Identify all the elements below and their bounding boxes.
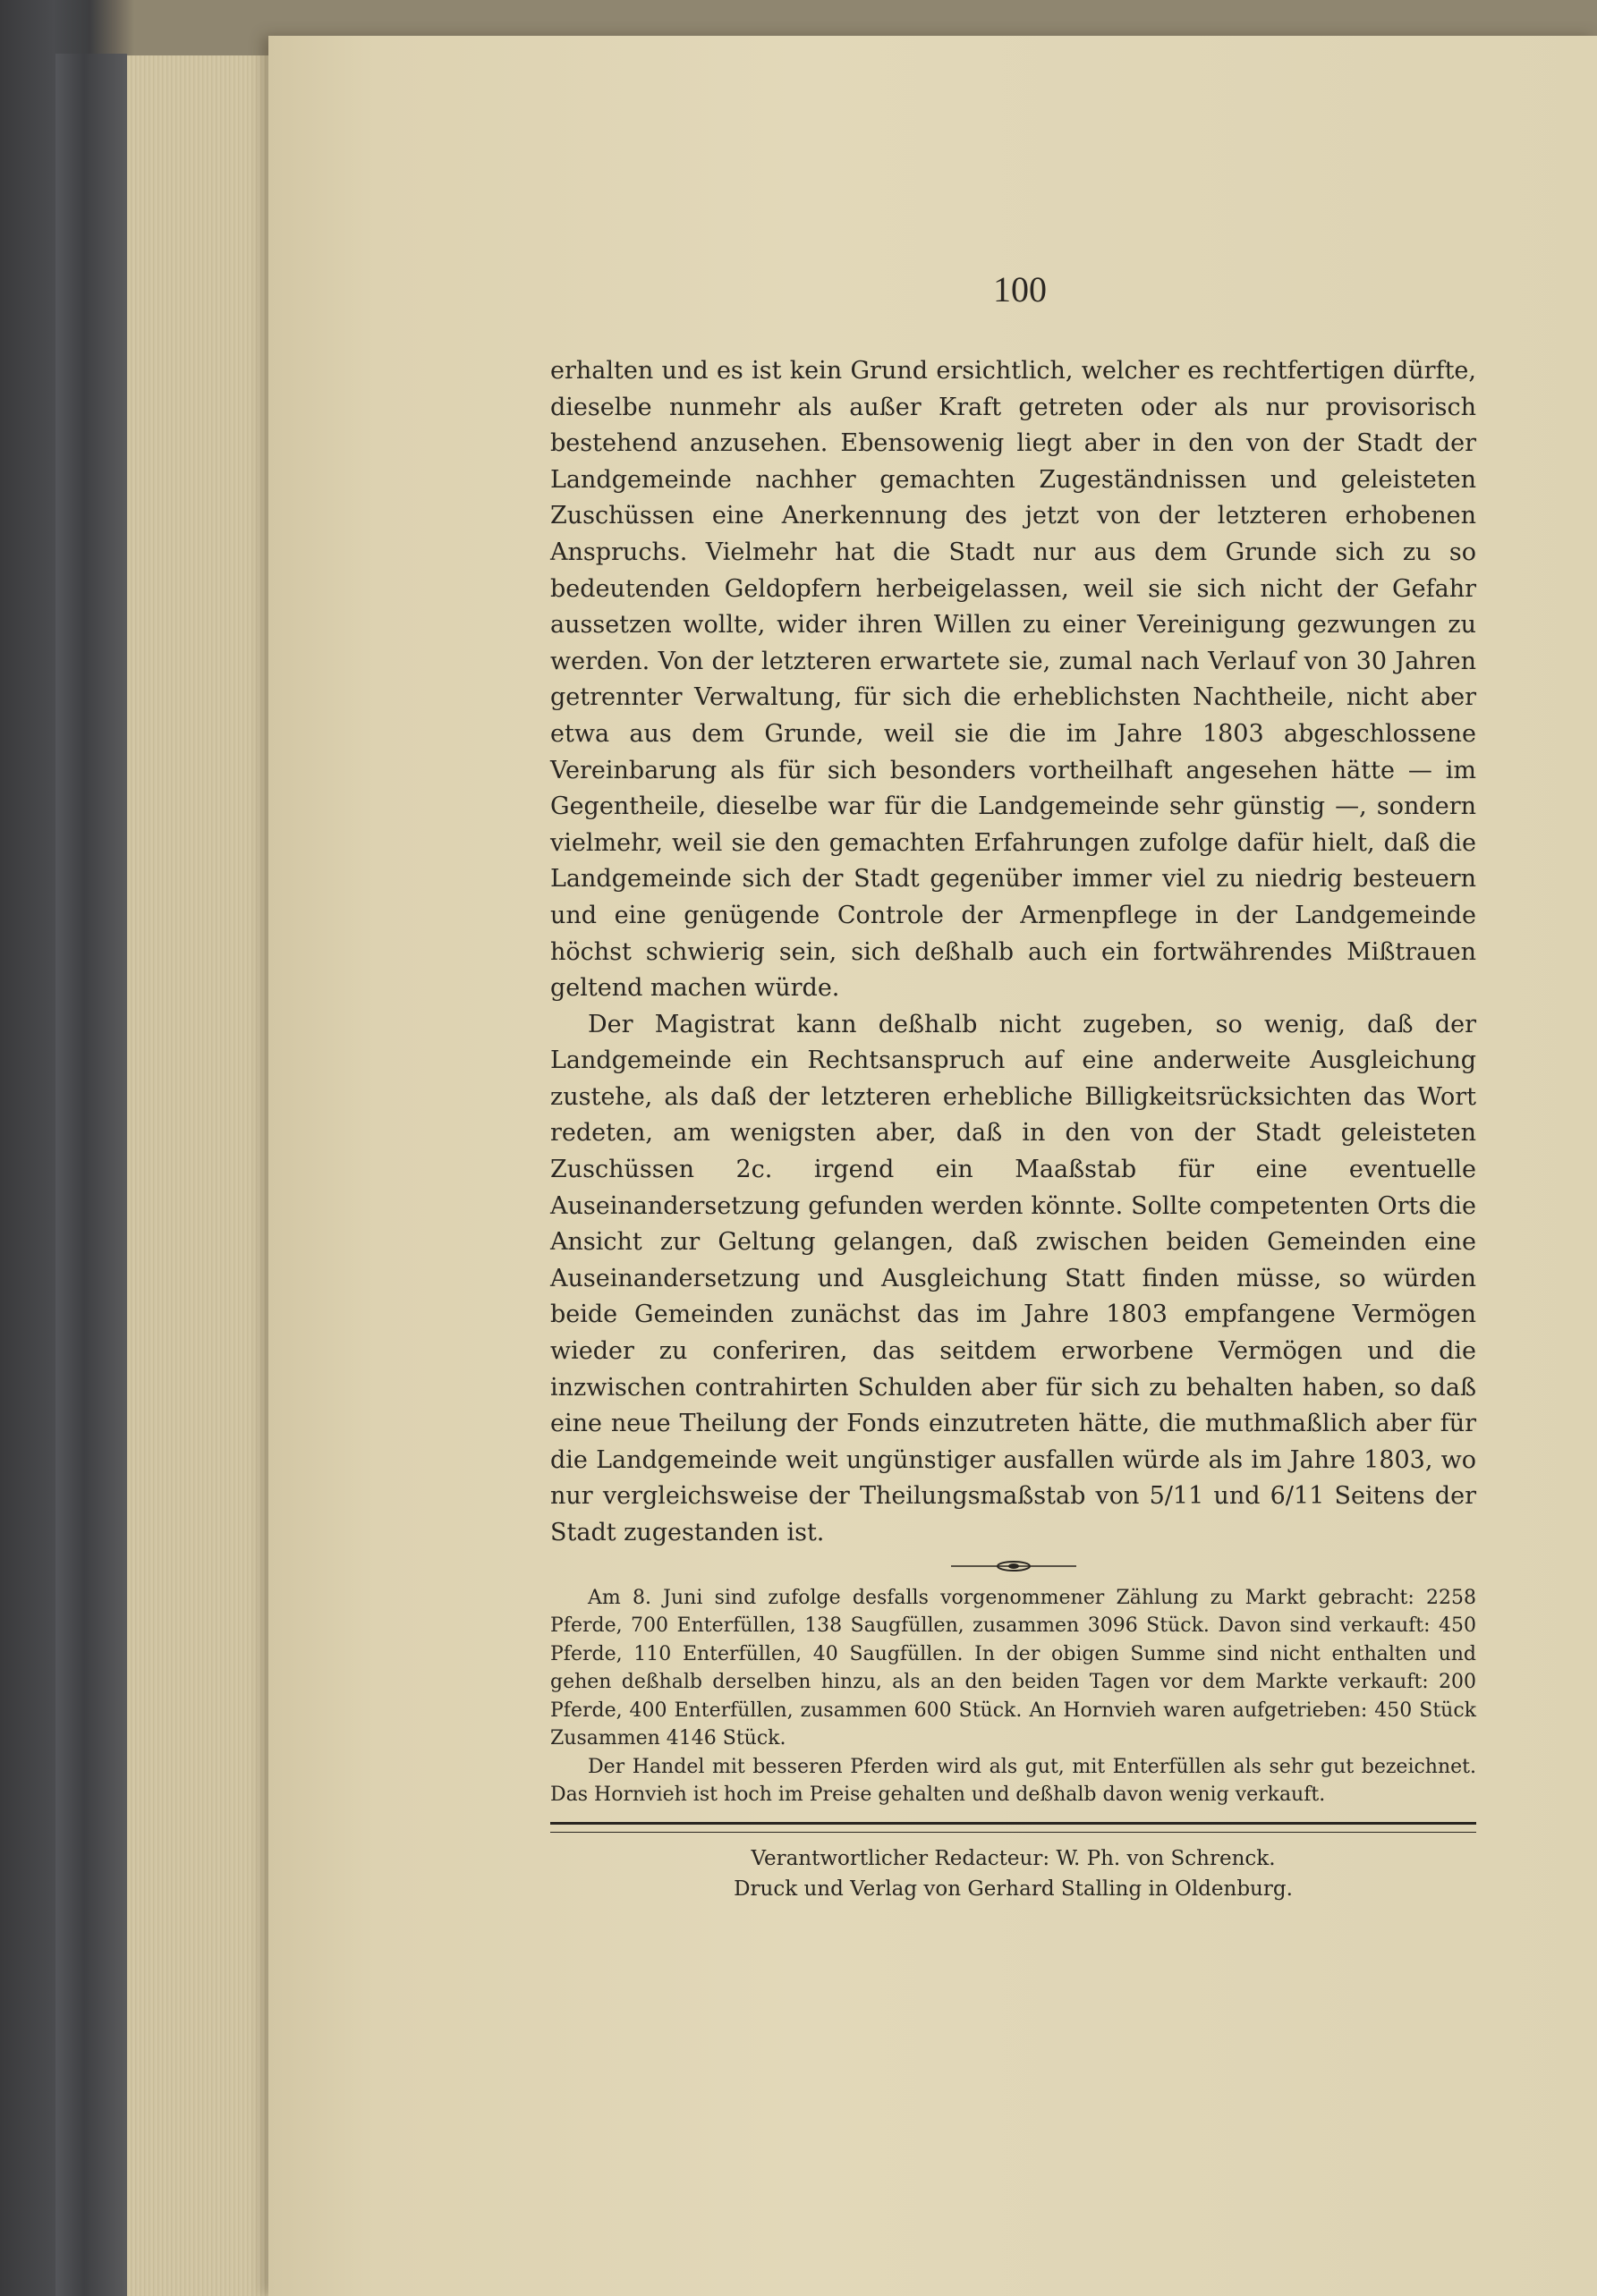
market-note-paragraph-2: Der Handel mit besseren Pferden wird als gut, mit Enterfüllen als sehr gut bezeichnet. Das Hornvieh ist hoch im Preise gehalten und deßhalb davon wenig verkauft.: [550, 1755, 1476, 1807]
market-note-paragraph-1: Am 8. Juni sind zufolge desfalls vorgenommener Zählung zu Markt gebracht: 2258 Pferde, 700 Enterfüllen, 138 Saugfüllen, zusammen 3096 Stück. Davon sind verkauft: 450 Pferde, 110 Enterfüllen, 40 Saugfüllen. In der obigen Summe sind nicht enthalten und gehen deßhalb derselben hinzu, als an den beiden Tagen vor dem Markte verkauft: 200 Pferde, 400 Enterfüllen, zusammen 600 Stück. An Hornvieh waren aufgetrieben: 450 Stück Zusammen 4146 Stück.: [550, 1586, 1476, 1750]
page-number: 100: [993, 269, 1047, 309]
double-rule: [550, 1822, 1476, 1825]
body-paragraph-1: erhalten und es ist kein Grund ersichtlich, welcher es rechtfertigen dürfte, dieselbe nunmehr als außer Kraft getreten oder als nur provisorisch bestehend anzusehen. Ebensowenig liegt aber in den von der Stadt der Landgemeinde nachher gemachten Zugeständnissen und geleisteten Zuschüssen eine Anerkennung des jetzt von der letzteren erhobenen Anspruchs. Vielmehr hat die Stadt nur aus dem Grunde sich zu so bedeutenden Geldopfern herbeigelassen, weil sie sich nicht der Gefahr aussetzen wollte, wider ihren Willen zu einer Vereinigung gezwungen zu werden. Von der letzteren erwartete sie, zumal nach Verlauf von 30 Jahren getrennter Verwaltung, für sich die erheblichsten Nachtheile, nicht aber etwa aus dem Grunde, weil sie die im Jahre 1803 abgeschlossene Vereinbarung als für sich besonders vortheilhaft angesehen hätte — im Gegentheile, dieselbe war für die Landgemeinde sehr günstig —, sondern vielmehr, weil sie den gemachten Erfahrungen zufolge dafür hielt, daß die Landgemeinde sich der Stadt gegenüber immer viel zu niedrig besteuern und eine genügende Controle der Armenpflege in der Landgemeinde höchst schwierig sein, sich deßhalb auch ein fortwährendes Mißtrauen geltend machen würde.: [550, 357, 1476, 1003]
editor-line: Verantwortlicher Redacteur: W. Ph. von Schrenck.: [751, 1846, 1276, 1870]
divider-ornament: [951, 1559, 1076, 1573]
printer-line: Druck und Verlag von Gerhard Stalling in Oldenburg.: [734, 1877, 1293, 1901]
book-cover-edge: [55, 54, 127, 2296]
text-block: [550, 353, 1476, 1904]
body-paragraph-2: Der Magistrat kann deßhalb nicht zugeben, so wenig, daß der Landgemeinde ein Rechtsanspruch auf eine anderweite Ausgleichung zustehe, als daß der letzteren erhebliche Billigkeitsrücksichten das Wort redeten, am wenigsten aber, daß in den von der Stadt geleisteten Zuschüssen 2c. irgend ein Maaßstab für eine eventuelle Auseinandersetzung gefunden werden könnte. Sollte competenten Orts die Ansicht zur Geltung gelangen, daß zwischen beiden Gemeinden eine Auseinandersetzung und Ausgleichung Statt finden müsse, so würden beide Gemeinden zunächst das im Jahre 1803 empfangene Vermögen wieder zu conferiren, das seitdem erworbene Vermögen und die inzwischen contrahirten Schulden aber für sich zu behalten haben, so daß eine neue Theilung der Fonds einzutreten hätte, die muthmaßlich aber für die Landgemeinde weit ungünstiger ausfallen würde als im Jahre 1803, wo nur vergleichsweise der Theilungsmaßstab von 5/11 und 6/11 Seitens der Stadt zugestanden ist.: [550, 1010, 1476, 1546]
thin-rule: [550, 1832, 1476, 1833]
